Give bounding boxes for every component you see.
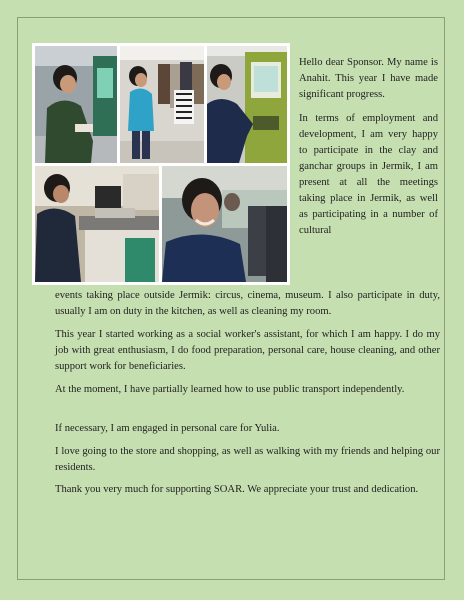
side-text-column bbox=[299, 55, 438, 247]
photo-ticket-machine bbox=[207, 46, 287, 163]
work-paragraph: This year I started working as a social worker's assistant, for which I am happy. I do my job with great enthusiasm, I do food preparation, personal care, house cleaning, and other support work for beneficiaries. bbox=[55, 329, 440, 372]
photo-bus-ride bbox=[162, 166, 287, 282]
transport-paragraph: At the moment, I have partially learned how to use public transport independently. bbox=[55, 384, 405, 395]
employment-paragraph-continued: events taking place outside Jermik: circus, cinema, museum. I also participate in duty, usually I am on duty in the kitchen, as well as cleaning my room. bbox=[55, 290, 440, 317]
photo-collage bbox=[32, 43, 290, 285]
photo-terminal-payment bbox=[35, 46, 117, 163]
photo-kitchen bbox=[35, 166, 159, 282]
shopping-paragraph: I love going to the store and shopping, as well as walking with my friends and helping our residents. bbox=[55, 446, 440, 473]
care-paragraph: If necessary, I am engaged in personal care for Yulia. bbox=[55, 423, 280, 434]
thanks-paragraph: Thank you very much for supporting SOAR. We appreciate your trust and dedication. bbox=[55, 484, 419, 495]
photo-clothing-store bbox=[120, 46, 204, 163]
employment-paragraph-start: In terms of employment and development, I am very happy to participate in the clay and ganchar groups in Jermik, I am present at all the meetings taking place in Jermik, as well as participating in a number of cultural bbox=[299, 113, 438, 236]
greeting-paragraph: Hello dear Sponsor. My name is Anahit. This year I have made significant progress. bbox=[299, 57, 438, 100]
